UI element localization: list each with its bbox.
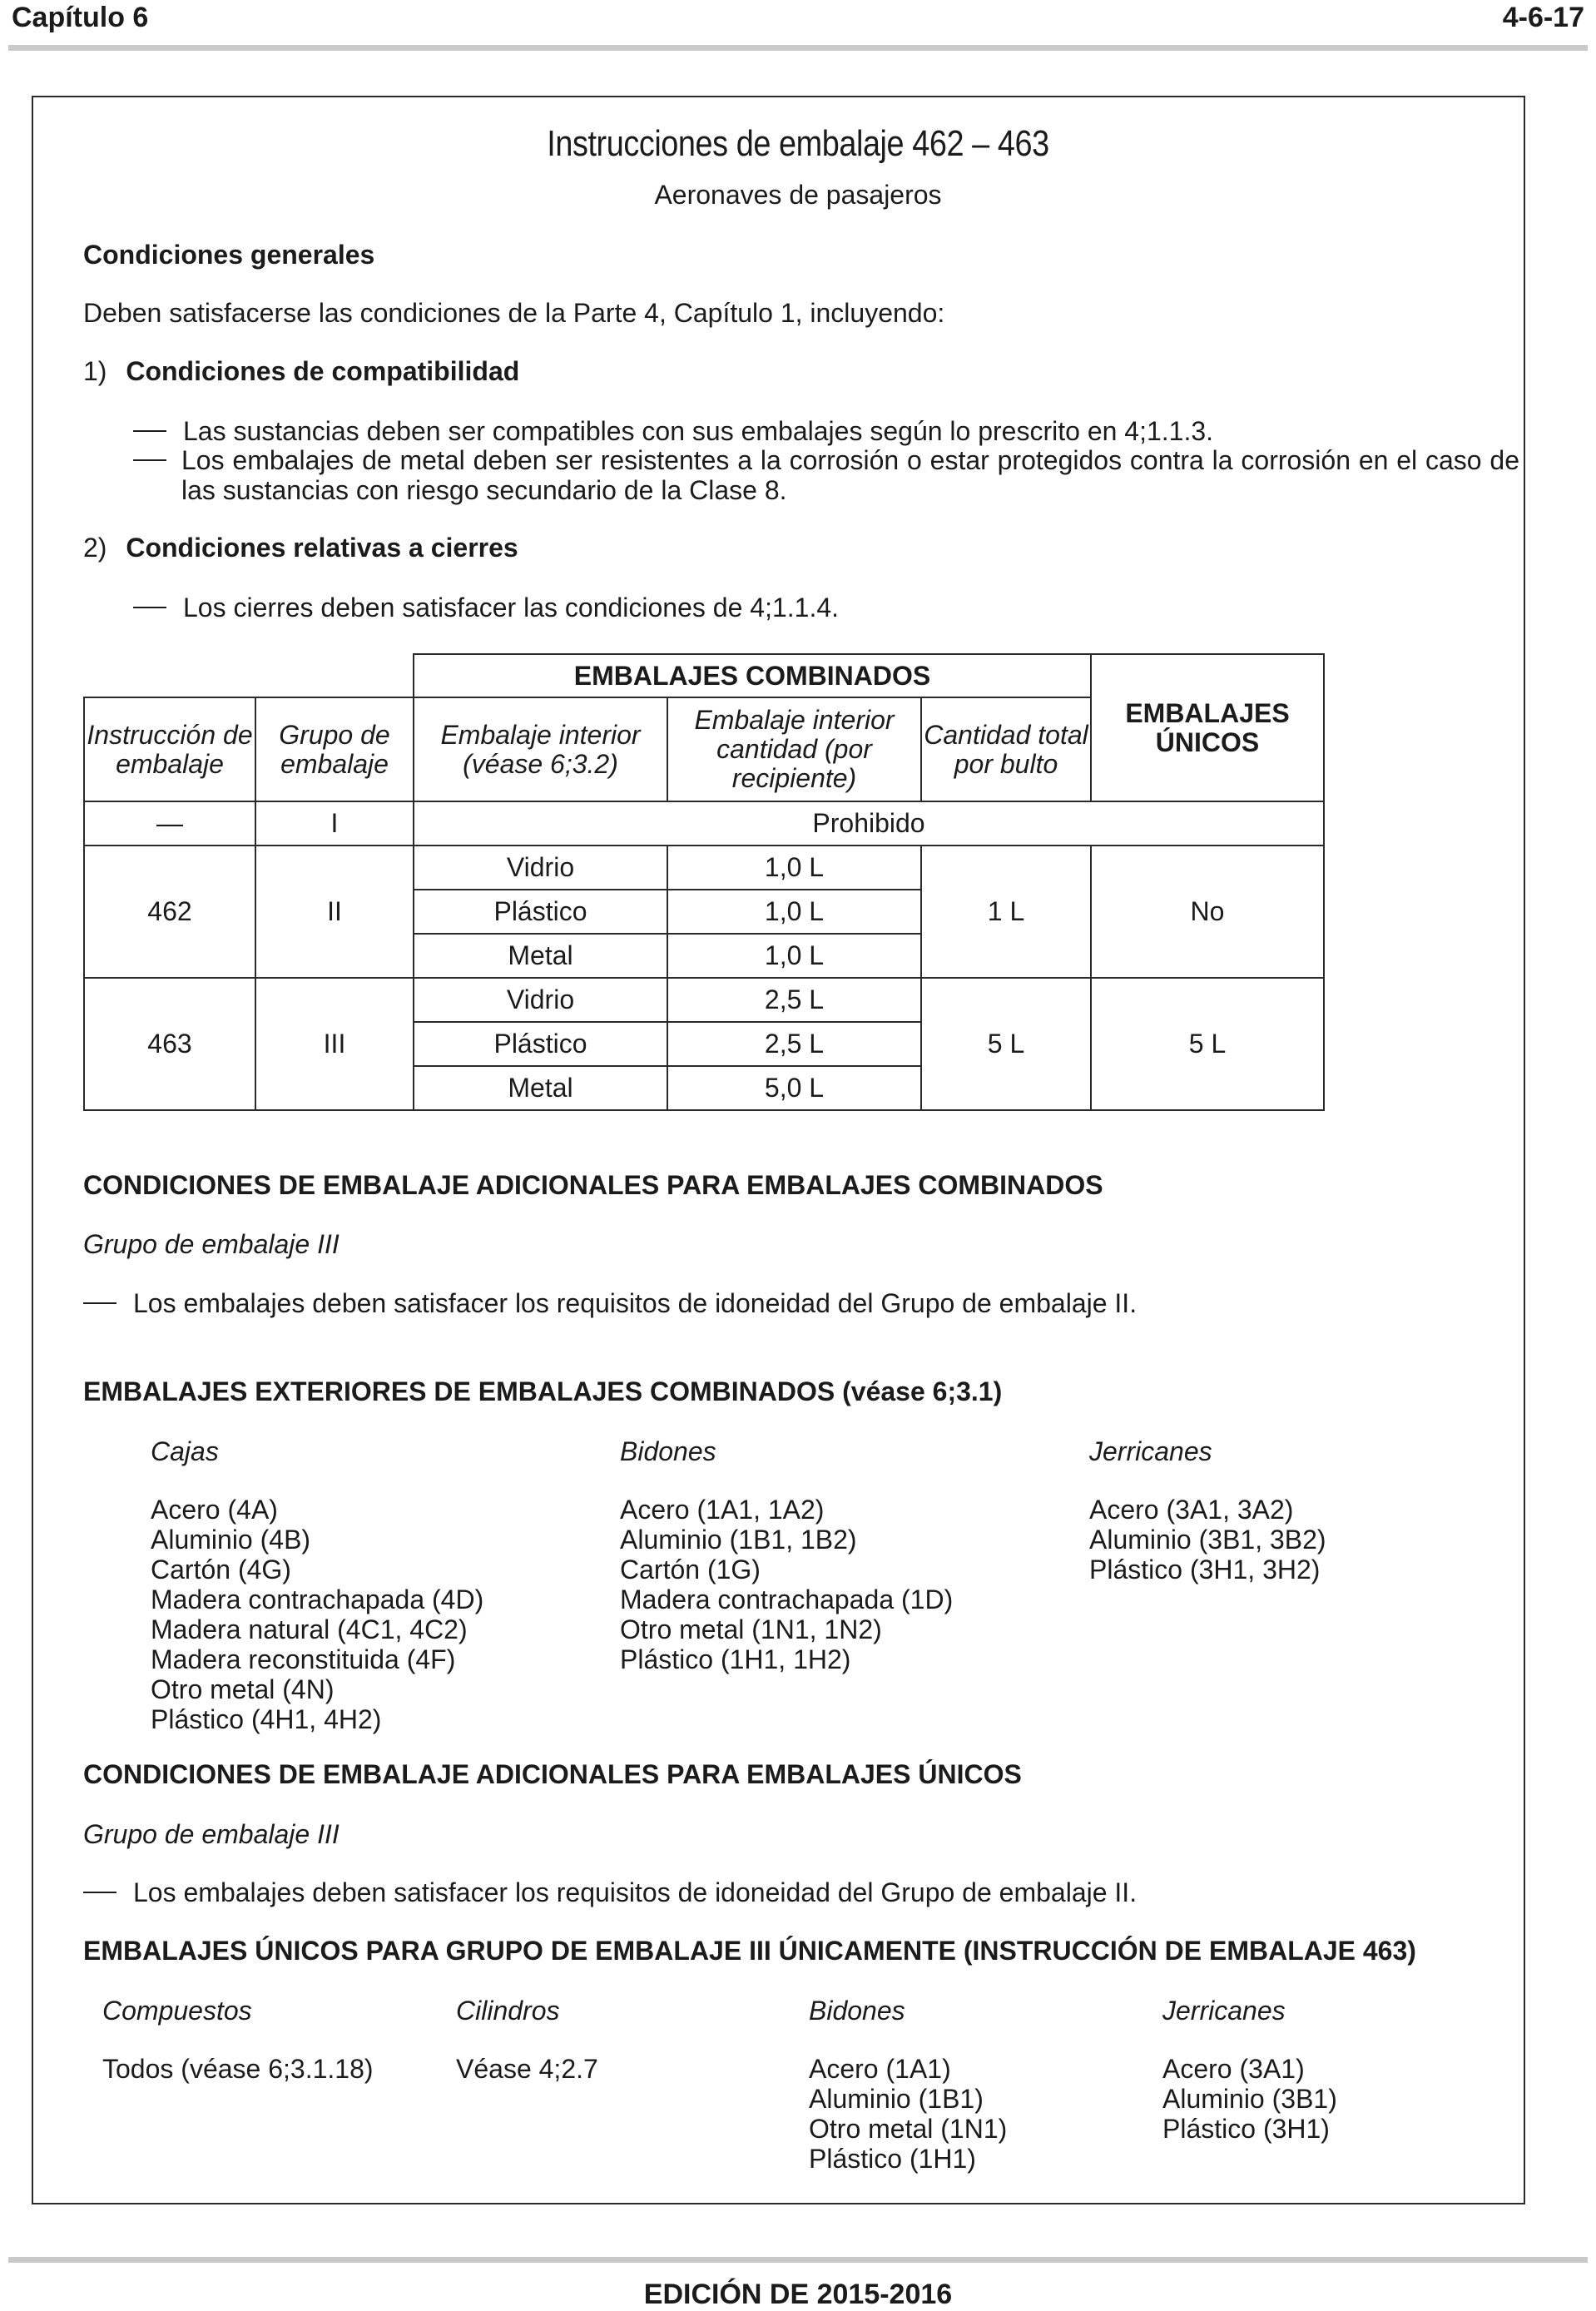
single-bidones-label: Bidones [809, 1996, 905, 2026]
header-rule [8, 45, 1588, 51]
col-instruction: Instrucción de embalaje [84, 697, 255, 801]
list-item: Acero (1A1) [809, 2054, 951, 2084]
list-item: Aluminio (3B1, 3B2) [1089, 1525, 1326, 1555]
single-bidones-list [809, 2054, 1007, 2174]
single-additional-item [83, 1877, 1137, 1907]
list-item: Cartón (1G) [620, 1555, 761, 1584]
list-item: Otro metal (1N1) [809, 2114, 1008, 2144]
general-heading: Condiciones generales [83, 240, 375, 270]
condition-2-item-1 [133, 593, 839, 622]
list-item: Plástico (1H1) [809, 2144, 976, 2174]
outer-bidones-list [620, 1495, 953, 1674]
single-jerricanes-label: Jerricanes [1162, 1996, 1286, 2026]
condition-1-item-1-text: Las sustancias deben ser compatibles con sus embalajes según lo prescrito en 4;1.1.3. [183, 416, 1214, 446]
list-item: Madera contrachapada (4D) [151, 1584, 484, 1614]
list-item: Aluminio (3B1) [1162, 2084, 1337, 2114]
qty-cell: 2,5 L [667, 1022, 921, 1066]
single-additional-group: Grupo de embalaje III [83, 1819, 340, 1849]
inner-cell: Vidrio [414, 978, 667, 1022]
outer-jerricanes-list [1089, 1495, 1326, 1584]
condition-1-item-2-text: Los embalajes de metal deben ser resistentes a la corrosión o estar protegidos contra la corrosión en el caso de las sustancias con riesgo secundario de la Clase 8. [181, 445, 1519, 505]
outer-cajas-list [151, 1495, 483, 1734]
combined-additional-item-text: Los embalajes deben satisfacer los requisitos de idoneidad del Grupo de embalaje II. [133, 1288, 1138, 1318]
outer-jerricanes-label: Jerricanes [1089, 1436, 1212, 1466]
qty-cell: 2,5 L [667, 978, 921, 1022]
cilindros-label: Cilindros [456, 1996, 560, 2026]
page-subtitle: Aeronaves de pasajeros [654, 180, 942, 210]
total-cell: 5 L [921, 978, 1091, 1110]
dash-icon [83, 1892, 116, 1893]
table-row [84, 846, 1324, 890]
combined-header: EMBALAJES COMBINADOS [414, 654, 1091, 697]
dash-icon [83, 1302, 116, 1304]
instr-cell: — [84, 801, 255, 846]
qty-cell: 1,0 L [667, 846, 921, 890]
condition-1 [83, 356, 519, 386]
dash-icon [133, 459, 166, 461]
inner-cell: Vidrio [414, 846, 667, 890]
single-additional-heading: CONDICIONES DE EMBALAJE ADICIONALES PARA EMBALAJES ÚNICOS [83, 1759, 1022, 1789]
col-inner: Embalaje interior (véase 6;3.2) [414, 697, 667, 801]
instr-cell: 462 [84, 846, 255, 978]
condition-2-title: Condiciones relativas a cierres [126, 533, 518, 563]
table-row [84, 978, 1324, 1022]
compuestos-label: Compuestos [102, 1996, 252, 2026]
chapter-label: Capítulo 6 [12, 2, 149, 33]
single-jerricanes-list [1162, 2054, 1337, 2144]
packing-table [83, 653, 1325, 1111]
group-cell: II [255, 846, 414, 978]
single-additional-item-text: Los embalajes deben satisfacer los requisitos de idoneidad del Grupo de embalaje II. [133, 1877, 1138, 1907]
forbidden-cell: Prohibido [414, 801, 1324, 846]
col-group: Grupo de embalaje [255, 697, 414, 801]
col-total: Cantidad total por bulto [921, 697, 1091, 801]
single-cell: No [1091, 846, 1324, 978]
list-item: Madera natural (4C1, 4C2) [151, 1614, 468, 1644]
dash-icon [133, 607, 166, 608]
combined-additional-group: Grupo de embalaje III [83, 1229, 340, 1259]
list-item: Plástico (3H1) [1162, 2114, 1330, 2144]
list-item: Otro metal (1N1, 1N2) [620, 1614, 882, 1644]
combined-additional-heading: CONDICIONES DE EMBALAJE ADICIONALES PARA EMBALAJES COMBINADOS [83, 1170, 1103, 1200]
list-item: Acero (1A1, 1A2) [620, 1495, 825, 1525]
page-number: 4-6-17 [1502, 2, 1584, 33]
single-pg3-heading: EMBALAJES ÚNICOS PARA GRUPO DE EMBALAJE III ÚNICAMENTE (INSTRUCCIÓN DE EMBALAJE 463) [83, 1936, 1416, 1966]
footer-rule [8, 2257, 1588, 2263]
list-item: Véase 4;2.7 [456, 2054, 598, 2084]
list-item: Plástico (1H1, 1H2) [620, 1644, 851, 1674]
inner-cell: Metal [414, 1066, 667, 1110]
condition-2 [83, 533, 518, 563]
outer-bidones-label: Bidones [620, 1436, 716, 1466]
condition-1-item-1 [133, 416, 1213, 446]
list-item: Cartón (4G) [151, 1555, 291, 1584]
qty-cell: 5,0 L [667, 1066, 921, 1110]
list-item: Otro metal (4N) [151, 1674, 335, 1704]
list-item: Aluminio (1B1) [809, 2084, 984, 2114]
list-item: Todos (véase 6;3.1.18) [102, 2054, 374, 2084]
list-item: Madera reconstituida (4F) [151, 1644, 456, 1674]
col-qty: Embalaje interior cantidad (por recipiente) [667, 697, 921, 801]
cilindros-list [456, 2054, 598, 2084]
outer-cajas-label: Cajas [151, 1436, 219, 1466]
list-item: Acero (3A1, 3A2) [1089, 1495, 1294, 1525]
outer-heading: EMBALAJES EXTERIORES DE EMBALAJES COMBINADOS (véase 6;3.1) [83, 1376, 1003, 1406]
qty-cell: 1,0 L [667, 890, 921, 934]
total-cell: 1 L [921, 846, 1091, 978]
compuestos-list [102, 2054, 374, 2084]
general-intro: Deben satisfacerse las condiciones de la Parte 4, Capítulo 1, incluyendo: [83, 298, 945, 328]
list-item: Acero (3A1) [1162, 2054, 1305, 2084]
instr-cell: 463 [84, 978, 255, 1110]
list-item: Plástico (4H1, 4H2) [151, 1704, 382, 1734]
list-item: Madera contrachapada (1D) [620, 1584, 954, 1614]
inner-cell: Plástico [414, 890, 667, 934]
condition-2-item-1-text: Los cierres deben satisfacer las condiciones de 4;1.1.4. [183, 593, 840, 622]
inner-cell: Plástico [414, 1022, 667, 1066]
list-item: Acero (4A) [151, 1495, 278, 1525]
dash-icon [133, 430, 166, 432]
page-title: Instrucciones de embalaje 462 – 463 [547, 123, 1049, 164]
list-item: Aluminio (4B) [151, 1525, 311, 1555]
table-row [84, 801, 1324, 846]
condition-2-number: 2) [83, 533, 107, 563]
condition-1-number: 1) [83, 356, 107, 386]
list-item: Aluminio (1B1, 1B2) [620, 1525, 857, 1555]
single-cell: 5 L [1091, 978, 1324, 1110]
edition-label: EDICIÓN DE 2015-2016 [643, 2279, 953, 2310]
condition-1-item-2-dash [133, 445, 183, 475]
list-item: Plástico (3H1, 3H2) [1089, 1555, 1321, 1584]
group-cell: I [255, 801, 414, 846]
combined-additional-item [83, 1288, 1137, 1318]
inner-cell: Metal [414, 934, 667, 978]
qty-cell: 1,0 L [667, 934, 921, 978]
single-header: EMBALAJES ÚNICOS [1091, 654, 1324, 801]
condition-1-title: Condiciones de compatibilidad [126, 356, 520, 386]
group-cell: III [255, 978, 414, 1110]
